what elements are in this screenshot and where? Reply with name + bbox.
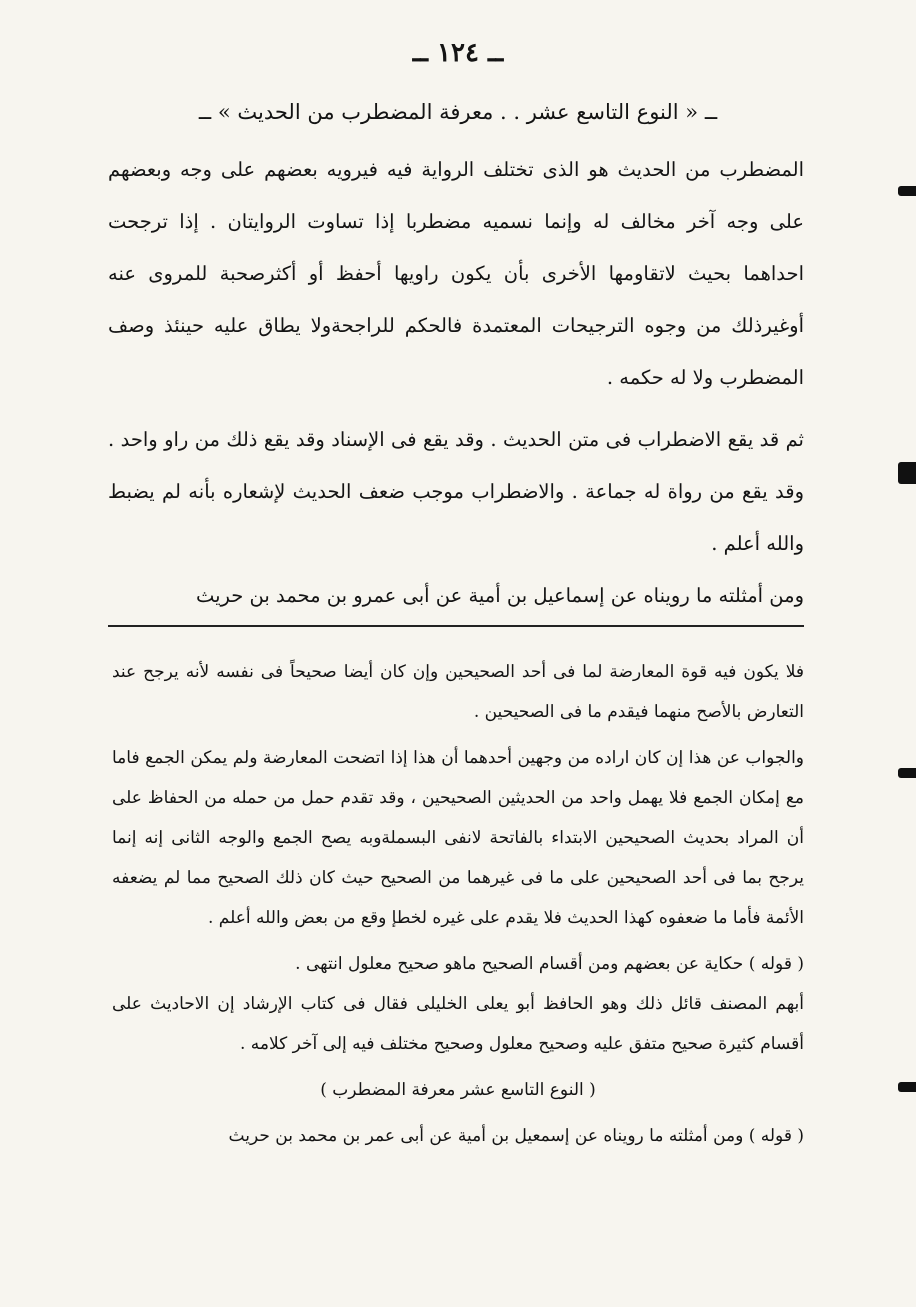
binding-mark (898, 462, 916, 484)
note-heading: ( النوع التاسع عشر معرفة المضطرب ) (320, 1080, 596, 1100)
note-paragraph-4: أبهم المصنف قائل ذلك وهو الحافظ أبو يعلى الخليلى فقال فى كتاب الإرشاد إن الاحاديث على أقسام كثيرة صحيح متفق عليه وصحيح معلول وصحيح مختلف فيه إلى آخر كلامه . (112, 994, 804, 1054)
main-paragraph-types: ثم قد يقع الاضطراب فى متن الحديث . وقد يقع فى الإسناد وقد يقع ذلك من راو واحد . وقد يقع من رواة له جماعة . والاضطراب موجب ضعف الحديث لإشعاره بأنه لم يضبط والله أعلم . (108, 428, 804, 555)
main-paragraph-example: ومن أمثلته ما رويناه عن إسماعيل بن أمية عن أبى عمرو بن محمد بن حريث (195, 584, 804, 607)
footnote-divider (108, 625, 804, 627)
footnotes (112, 652, 804, 1156)
chapter-title: ــ « النوع التاسع عشر . . معرفة المضطرب من الحديث » ــ (198, 100, 718, 124)
note-paragraph-5: ( قوله ) ومن أمثلته ما رويناه عن إسمعيل بن أمية عن أبى عمر بن محمد بن حريث (228, 1126, 804, 1146)
page-number: ــ ١٢٤ ــ (412, 38, 504, 68)
note-paragraph-1: فلا يكون فيه قوة المعارضة لما فى أحد الصحيحين وإن كان أيضا صحيحاً فى نفسه لأنه يرجح عند التعارض بالأصح منهما فيقدم ما فى الصحيحين . (112, 662, 804, 722)
note-paragraph-3: ( قوله ) حكاية عن بعضهم ومن أقسام الصحيح ماهو صحيح معلول انتهى . (295, 954, 804, 974)
binding-mark (898, 186, 916, 196)
main-text (108, 144, 804, 622)
note-paragraph-2: والجواب عن هذا إن كان اراده من وجهين أحدهما أن هذا إذا اتضحت المعارضة ولم يمكن الجمع فاما مع إمكان الجمع فلا يهمل واحد من الحديثين الصحيحين ، وقد تقدم حمل من حمله من الحفاظ على أن المراد بحديث الصحيحين الابتداء بالفاتحة لانفى البسملةوبه يصح الجمع والوجه الثانى إنه إنما يرجح بما فى أحد الصحيحين على ما فى غيرهما من الصحيح حيث كان ذلك الصحيح مما لم يضعفه الأئمة فأما ما ضعفوه كهذا الحديث فلا يقدم على غيره لخطإ وقع من بعض والله أعلم . (112, 748, 804, 928)
binding-mark (898, 768, 916, 778)
main-paragraph-definition: المضطرب من الحديث هو الذى تختلف الرواية فيه فيرويه بعضهم على وجه وبعضهم على وجه آخر مخالف له وإنما نسميه مضطربا إذا تساوت الروايتان . إذا ترجحت احداهما بحيث لاتقاومها الأخرى بأن يكون راويها أحفظ أو أكثرصحبة للمروى عنه أوغيرذلك من وجوه الترجيحات المعتمدة فالحكم للراجحةولا يطاق عليه حينئذ وصف المضطرب ولا له حكمه . (108, 158, 804, 389)
binding-mark (898, 1082, 916, 1092)
